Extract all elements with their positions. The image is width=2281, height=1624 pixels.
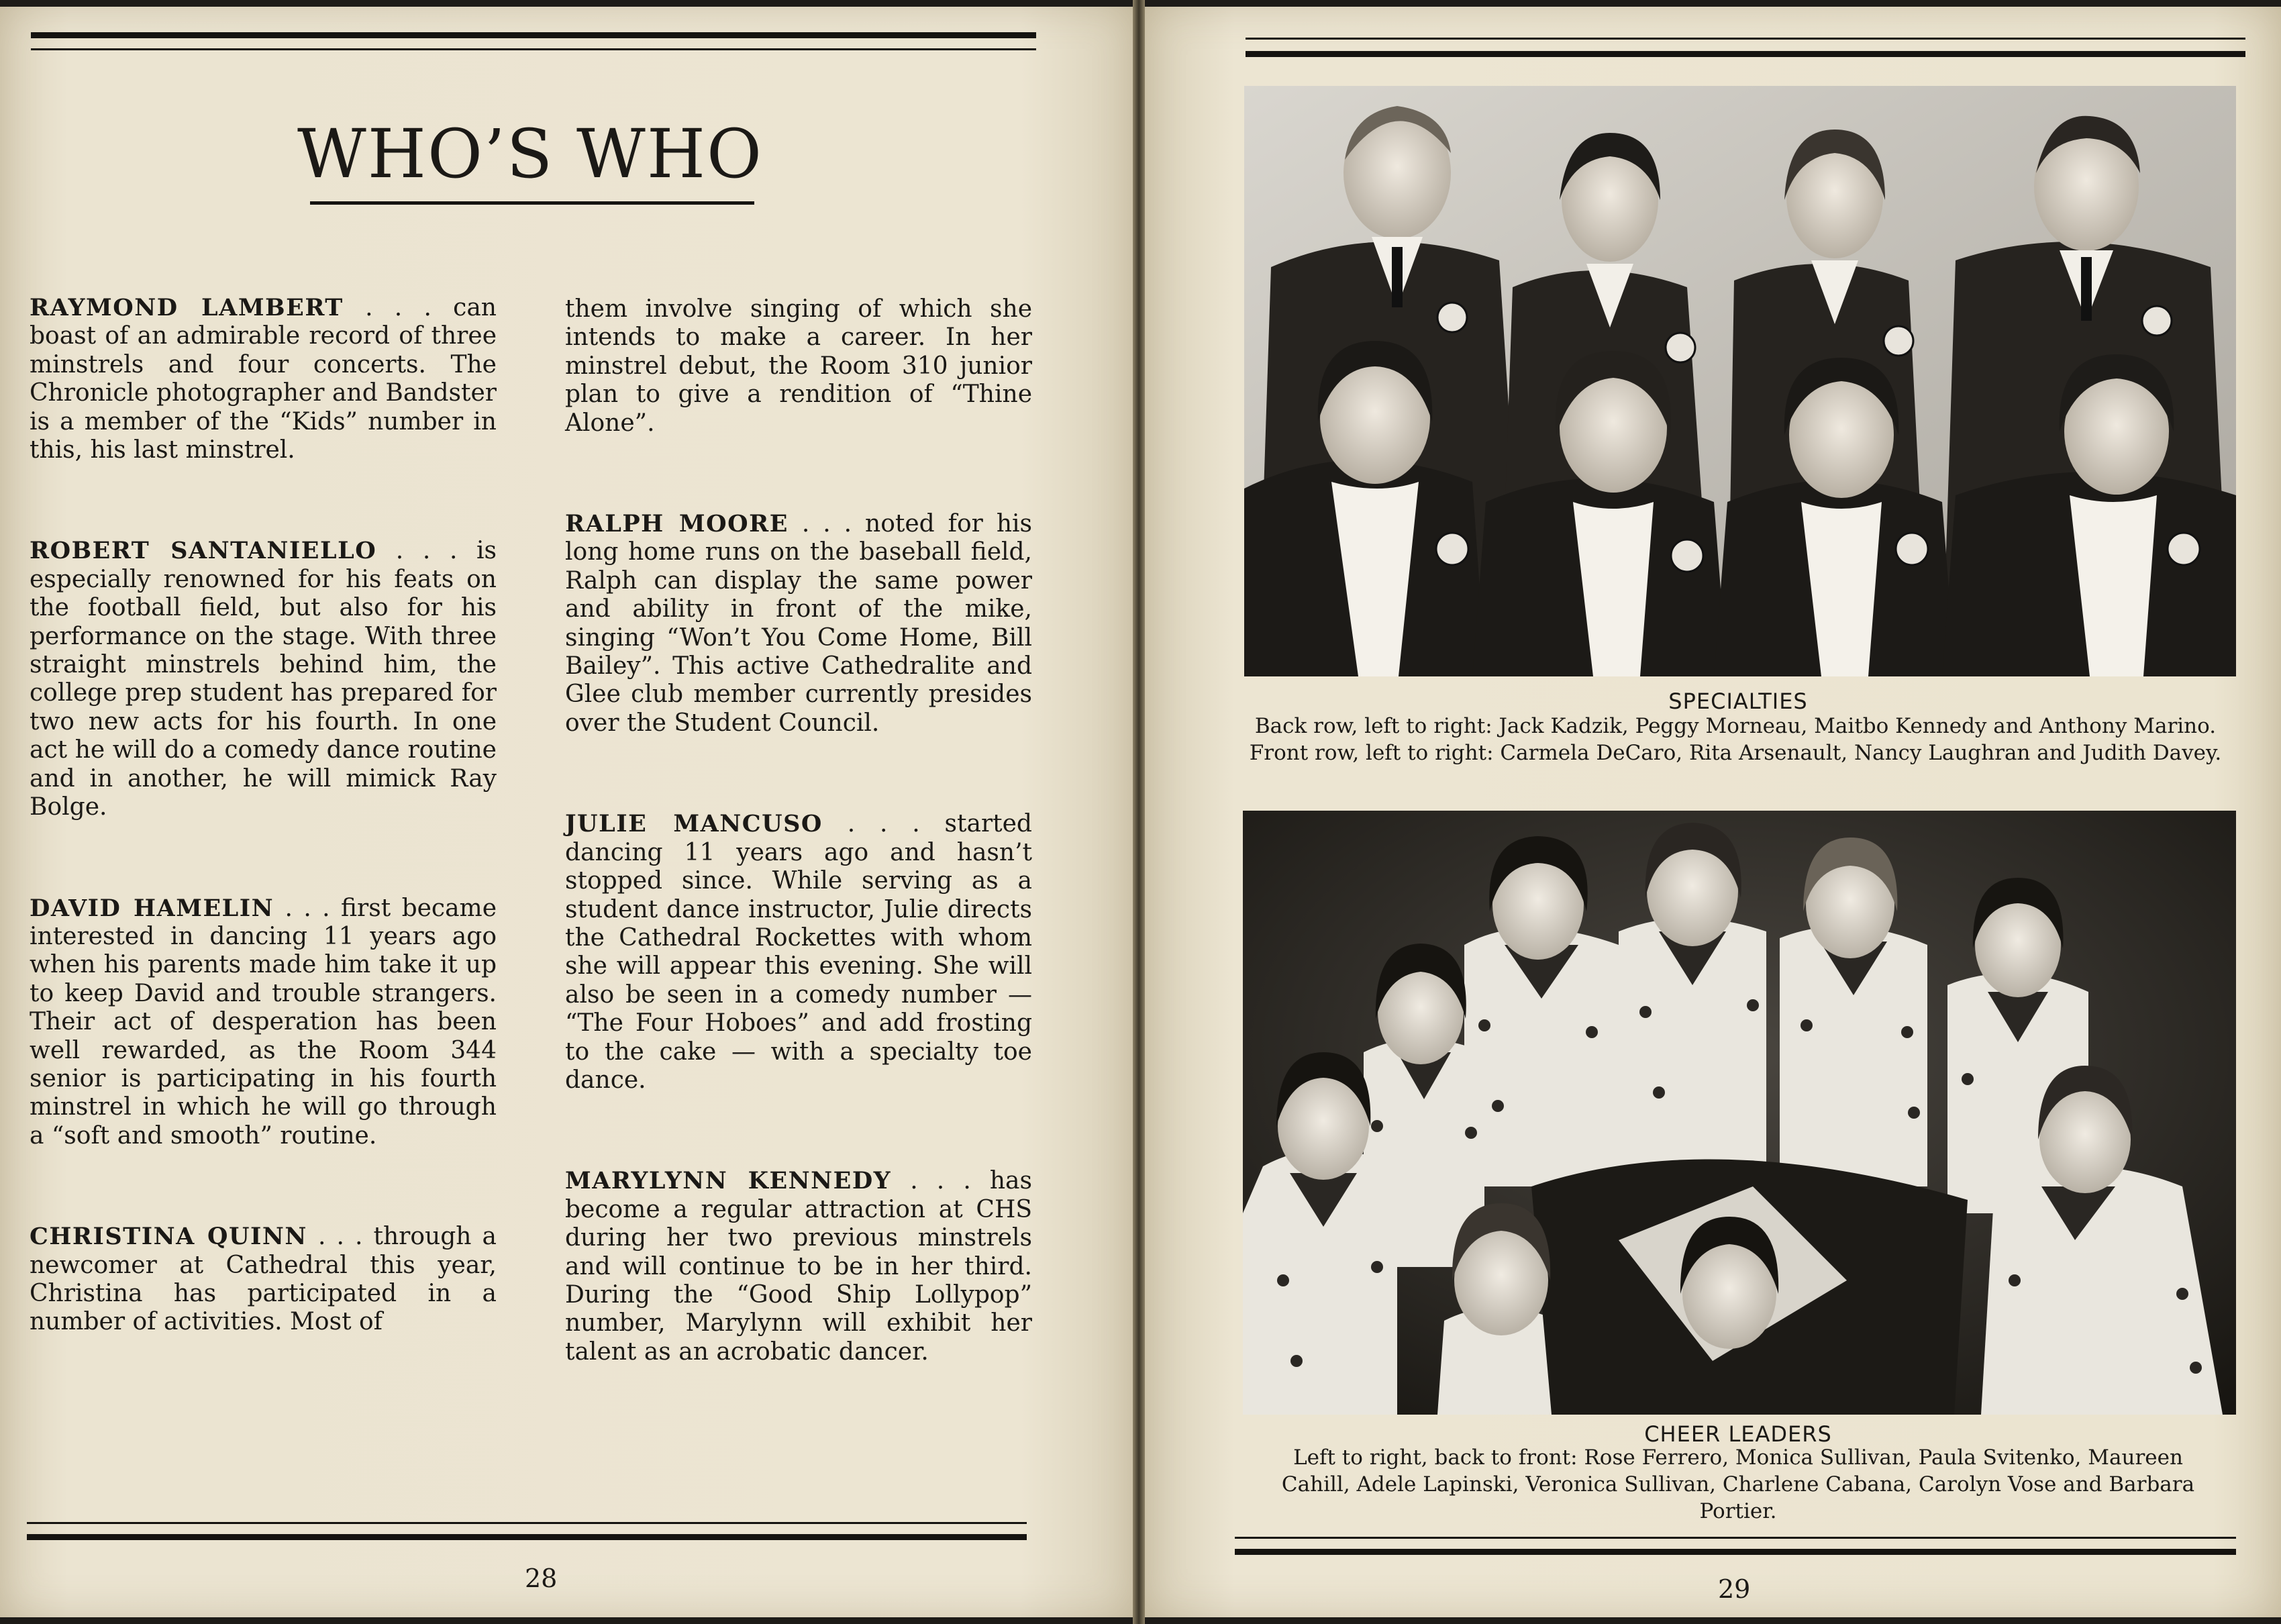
- left-bottom-rule-thick: [27, 1534, 1027, 1540]
- entry-text: . . . can boast of an admirable record of three minstrels and four concerts. The Chronicle photographer and Bandster is a member of the “Kids” number in this, his last minstrel.: [30, 294, 497, 464]
- page-title: WHO’S WHO: [297, 115, 764, 193]
- right-top-rule-thin: [1246, 38, 2245, 40]
- entry-name: ROBERT SANTANIELLO: [30, 537, 377, 565]
- left-bottom-rule-thin: [27, 1522, 1027, 1524]
- column-right: [565, 0, 1032, 1366]
- specialties-caption-text: Back row, left to right: Jack Kadzik, Peggy Morneau, Maitbo Kennedy and Anthony Marino. Front row, left to right: Carmela DeCaro, Rita Arsenault, Nancy Laughran and Judith Davey.: [1249, 714, 2222, 765]
- left-page-number: 28: [525, 1564, 558, 1593]
- entry-christina-quinn-continued: [565, 295, 1032, 438]
- entry-text: . . . started dancing 11 years ago and hasn’t stopped since. While serving as a student dance instructor, Julie directs the Cathedral Rockettes with whom she will appear this evening. She will also be seen in a comedy number — “The Four Hoboes” and add frosting to the cake — with a specialty toe dance.: [565, 810, 1032, 1094]
- right-bottom-rule-thin: [1235, 1537, 2236, 1539]
- cheer-leaders-caption-title: CHEER LEADERS: [1644, 1421, 1832, 1447]
- entry-text: . . . noted for his long home runs on the baseball field, Ralph can display the same power and ability in front of the mike, singing “Won’t You Come Home, Bill Bailey”. This active Cathedralite and Glee club member currently presides over the Student Council.: [565, 510, 1032, 737]
- entry-julie-mancuso: [565, 810, 1032, 1095]
- entry-david-hamelin: [30, 895, 497, 1151]
- specialties-photo: [1244, 86, 2236, 676]
- entry-text: them involve singing of which she intends to make a career. In her minstrel debut, the Room 310 junior plan to give a rendition of “Thine Alone”.: [565, 295, 1032, 437]
- cheer-leaders-caption-text: Left to right, back to front: Rose Ferrero, Monica Sullivan, Paula Svitenko, Maureen Cahill, Adele Lapinski, Veronica Sullivan, Charlene Cabana, Carolyn Vose and Barbara Portier.: [1281, 1445, 2195, 1523]
- right-top-rule-thick: [1246, 51, 2245, 57]
- entry-marylynn-kennedy: [565, 1167, 1032, 1366]
- entry-name: JULIE MANCUSO: [565, 810, 823, 838]
- entry-christina-quinn: [30, 1223, 497, 1337]
- entry-text: . . . is especially renowned for his feats on the football field, but also for his performance on the stage. With three straight minstrels behind him, the college prep student has prepared for two new acts for his fourth. In one act he will do a comedy dance routine and in another, he will mimick Ray Bolge.: [30, 537, 497, 821]
- entry-name: MARYLYNN KENNEDY: [565, 1167, 892, 1195]
- entry-ralph-moore: [565, 510, 1032, 738]
- entry-text: . . . has become a regular attraction at CHS during her two previous minstrels and will continue to be in her third. During the “Good Ship Lollypop” number, Marylynn will exhibit her talent as an acrobatic dancer.: [565, 1167, 1032, 1366]
- entry-robert-santaniello: [30, 537, 497, 821]
- specialties-caption-title: SPECIALTIES: [1668, 689, 1808, 714]
- right-bottom-rule-thick: [1235, 1549, 2236, 1555]
- page-gutter: [1133, 0, 1145, 1624]
- entry-text: . . . through a newcomer at Cathedral this year, Christina has participated in a number of activities. Most of: [30, 1223, 497, 1336]
- right-page-number: 29: [1718, 1574, 1751, 1604]
- entry-name: RAYMOND LAMBERT: [30, 294, 344, 321]
- entry-name: DAVID HAMELIN: [30, 894, 274, 922]
- cheer-leaders-photo: [1243, 811, 2236, 1415]
- column-left: [30, 0, 497, 1337]
- specialties-photo-image: [1244, 86, 2236, 676]
- cheer-leaders-photo-image: [1243, 811, 2236, 1415]
- entry-name: RALPH MOORE: [565, 510, 789, 538]
- entry-raymond-lambert: [30, 294, 497, 464]
- entry-name: CHRISTINA QUINN: [30, 1223, 307, 1251]
- entry-text: . . . first became interested in dancing 11 years ago when his parents made him take it up to keep David and trouble strangers. Their act of desperation has been well rewarded, as the Room 344 senior is participating in his fourth minstrel in which he will go through a “soft and smooth” routine.: [30, 894, 497, 1150]
